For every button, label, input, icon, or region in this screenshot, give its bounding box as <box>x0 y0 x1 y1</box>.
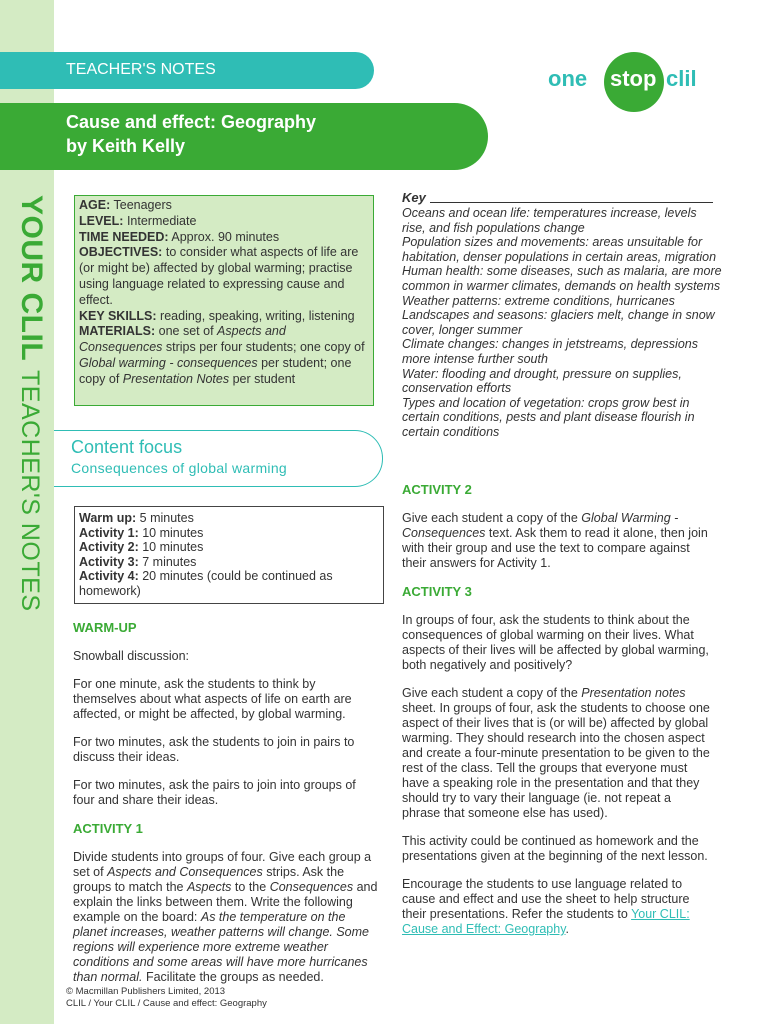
timing-label: Activity 4: <box>79 569 139 584</box>
content-focus-subheading: Consequences of global warming <box>71 460 288 476</box>
activity1-text: Consequences <box>269 880 354 894</box>
page-author: by Keith Kelly <box>66 136 186 156</box>
level-value: Intermediate <box>126 213 197 228</box>
activity3-text: . <box>565 922 570 936</box>
left-column <box>73 620 378 998</box>
activity1-paragraph <box>73 850 378 985</box>
materials-text: per student; one copy of <box>79 355 352 386</box>
timing-row <box>79 555 379 570</box>
activity3-paragraph <box>402 877 712 937</box>
activity1-example: As the temperature on the planet increases, weather patterns will change. Some regions will experience more extreme weather conditions and some areas will have more hurricanes than normal. <box>73 910 369 984</box>
materials-text: Presentation Notes <box>122 371 230 386</box>
logo-word-clil: clil <box>666 66 697 91</box>
objectives-value: to consider what aspects of life are (or might be) affected by global warming; practise using language related to expressing cause and effect. <box>79 245 359 307</box>
key-item: Climate changes: changes in jetstreams, depressions more intense further south <box>402 337 698 366</box>
timing-box <box>74 506 384 604</box>
activity3-text: Give each student a copy of the <box>402 686 578 700</box>
age-label: AGE: <box>79 198 111 212</box>
time-value: Approx. 90 minutes <box>171 229 280 244</box>
materials-label: MATERIALS: <box>79 324 156 339</box>
activity3-paragraph: This activity could be continued as homework and the presentations given at the beginning of the next lesson. <box>402 834 708 863</box>
activity1-text: strips. Ask the groups to match the <box>73 865 345 894</box>
activity3-heading: ACTIVITY 3 <box>402 584 472 599</box>
key-title: Key <box>402 190 426 205</box>
title-banner <box>0 103 488 170</box>
footer-breadcrumb: CLIL / Your CLIL / Cause and effect: Geography <box>66 998 267 1009</box>
key-item: Landscapes and seasons: glaciers melt, change in snow cover, longer summer <box>402 308 715 337</box>
key-item: Oceans and ocean life: temperatures increase, levels rise, and fish populations change <box>402 206 697 235</box>
warmup-paragraph: For two minutes, ask the students to join in pairs to discuss their ideas. <box>73 735 355 764</box>
teachers-notes-tag <box>0 52 374 89</box>
timing-row <box>79 526 379 541</box>
warmup-paragraph: For two minutes, ask the pairs to join into groups of four and share their ideas. <box>73 778 356 807</box>
activity3-text: Presentation notes <box>581 686 686 700</box>
side-section-label <box>8 195 48 615</box>
key-item: Types and location of vegetation: crops grow best in certain conditions, pests and plant disease flourish in certain conditions <box>402 395 695 439</box>
key-item: Water: flooding and drought, pressure on supplies, conservation efforts <box>402 366 682 396</box>
warmup-paragraph: For one minute, ask the students to think by themselves about what aspects of life on earth are affected, or might be affected, by global warming. <box>73 677 352 721</box>
activity1-heading: ACTIVITY 1 <box>73 821 143 836</box>
materials-text: one set of <box>158 324 214 339</box>
activity1-text: Facilitate the groups as needed. <box>145 970 324 984</box>
side-teachers-notes: TEACHER'S NOTES <box>16 370 44 612</box>
timing-value: 7 minutes <box>142 554 197 569</box>
footer <box>66 986 267 1010</box>
activity3-text: sheet. In groups of four, ask the students to choose one aspect of their lives that is (or will be) affected by global warming. They should research into the chosen aspect and create a four-minute presentation to be given to the rest of the class. Tell the groups that everyone must have a speaking role in the presentation and that they should try to vary their language (ie. not repeat a phrase that someone else has used). <box>402 701 710 820</box>
activity1-text: Divide students into groups of four. Give each group a set of <box>73 850 372 879</box>
timing-row <box>79 540 379 555</box>
right-column <box>402 482 712 950</box>
activity2-text: Give each student a copy of the <box>402 511 578 525</box>
warmup-heading: WARM-UP <box>73 620 137 635</box>
timing-label: Activity 2: <box>79 540 139 555</box>
side-your-clil: YOUR CLIL <box>15 195 48 362</box>
logo-word-stop: stop <box>610 66 657 91</box>
timing-value: 10 minutes <box>142 540 204 555</box>
activity1-text: and explain the links between them. Write the following example on the board: <box>73 880 378 924</box>
time-label: TIME NEEDED: <box>79 229 169 244</box>
materials-text: strips per four students; one copy of <box>165 340 365 355</box>
timing-row <box>79 511 379 526</box>
page-title: Cause and effect: Geography <box>66 112 317 132</box>
timing-value: 20 minutes (could be continued as homework) <box>79 569 333 598</box>
timing-label: Warm up: <box>79 511 137 525</box>
activity2-text: text. Ask them to read it alone, then join with their group and use the text to compare against their answers for Activity 1. <box>402 526 708 570</box>
timing-value: 5 minutes <box>139 511 194 525</box>
content-focus-box <box>54 430 383 487</box>
your-clil-link[interactable]: Your CLIL: Cause and Effect: Geography <box>402 907 690 936</box>
level-label: LEVEL: <box>79 213 124 228</box>
key-item: Weather patterns: extreme conditions, hurricanes <box>402 293 675 308</box>
tag-label: TEACHER'S NOTES <box>66 61 216 78</box>
key-item: Population sizes and movements: areas unsuitable for habitation, denser populations in certain areas, migration <box>402 235 717 264</box>
warmup-paragraph: Snowball discussion: <box>73 649 190 663</box>
activity3-text: Encourage the students to use language related to cause and effect and use the sheet to help structure their presentations. Refer the students to <box>402 877 690 921</box>
timing-row <box>79 569 379 598</box>
activity2-heading: ACTIVITY 2 <box>402 482 472 497</box>
materials-text: Aspects and Consequences <box>79 324 286 355</box>
materials-text: Global warming - consequences <box>79 355 258 370</box>
activity3-paragraph <box>402 686 712 821</box>
skills-value: reading, speaking, writing, listening <box>160 308 355 323</box>
onestopclil-logo <box>548 50 718 110</box>
activity2-paragraph <box>402 511 712 571</box>
key-item: Human health: some diseases, such as malaria, are more common in warmer climates, demands on health systems <box>402 264 722 293</box>
timing-label: Activity 3: <box>79 554 139 569</box>
skills-label: KEY SKILLS: <box>79 308 157 323</box>
key-divider <box>430 202 713 203</box>
lesson-info-box <box>74 195 374 406</box>
timing-value: 10 minutes <box>142 525 204 540</box>
activity3-paragraph: In groups of four, ask the students to think about the consequences of global warming on their lives. What aspects of their lives will be affected by global warming, both negatively and positively? <box>402 613 709 672</box>
activity1-text: Aspects <box>186 880 232 894</box>
materials-text: per student <box>232 371 296 386</box>
logo-word-one: one <box>548 66 588 91</box>
activity1-text: Aspects and Consequences <box>107 865 263 879</box>
timing-label: Activity 1: <box>79 525 139 540</box>
content-focus-heading: Content focus <box>71 437 183 457</box>
objectives-label: OBJECTIVES: <box>79 245 163 260</box>
activity1-text: to the <box>234 880 267 894</box>
age-value: Teenagers <box>113 198 172 212</box>
key-list <box>402 206 722 440</box>
activity2-text: Global Warming - Consequences <box>402 511 679 540</box>
copyright: © Macmillan Publishers Limited, 2013 <box>66 986 226 997</box>
